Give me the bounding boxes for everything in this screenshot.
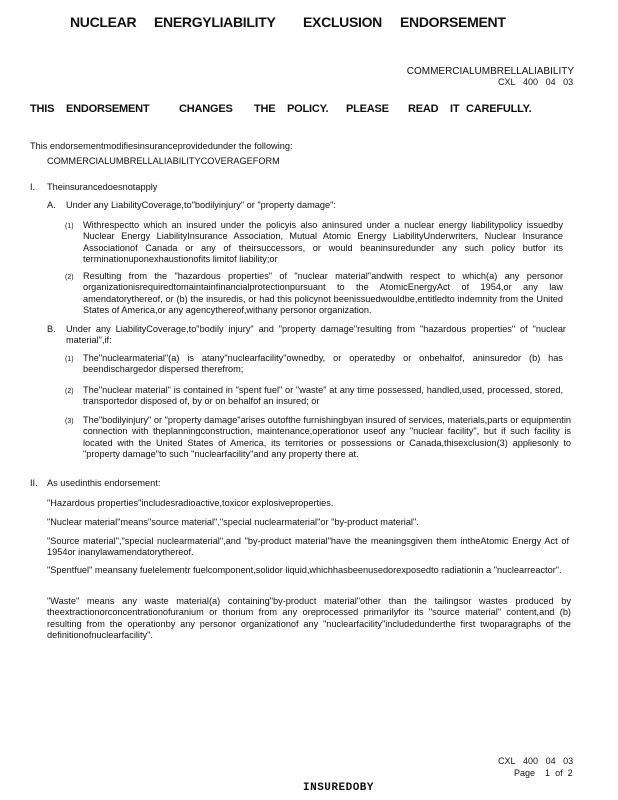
page-total: 2 bbox=[567, 768, 573, 778]
definition-nuclear-material: "Nuclear material"means"source material","special nuclearmaterial"or "by-product material". bbox=[47, 517, 419, 527]
section-1b-1-number: (1) bbox=[65, 356, 74, 363]
page-number: 1 bbox=[545, 768, 551, 778]
footer-month: 04 bbox=[545, 756, 556, 766]
section-2-text: As usedinthis endorsement: bbox=[47, 478, 161, 488]
page-label: Page bbox=[514, 768, 536, 778]
notice-word-5: POLICY. bbox=[287, 103, 329, 115]
definition-hazardous-properties: "Hazardous properties"includesradioactive,toxicor explosiveproperties. bbox=[47, 498, 334, 508]
section-1-text: Theinsurancedoesnotapply bbox=[47, 182, 158, 192]
notice-word-6: PLEASE bbox=[346, 103, 389, 115]
notice-word-7: READ bbox=[408, 103, 439, 115]
section-1b-1-text: The"nuclearmaterial"(a) is atany"nuclearfacility"ownedby, or operatedby or onbehalfof, aninsuredor (b) has beendischargedor dispersed therefrom; bbox=[83, 353, 563, 375]
section-1a-2-number: (2) bbox=[65, 274, 74, 281]
section-1-number: I. bbox=[30, 182, 36, 192]
footer-page-indicator bbox=[514, 768, 573, 778]
title-word-nuclear: NUCLEAR bbox=[70, 14, 137, 30]
notice-word-3: CHANGES bbox=[179, 103, 233, 115]
notice-word-8: IT bbox=[450, 103, 460, 115]
footer-year: 03 bbox=[563, 756, 574, 766]
section-2-number: II. bbox=[30, 478, 38, 488]
notice-word-9: CAREFULLY. bbox=[466, 103, 532, 115]
section-1b-text: Under any LiabilityCoverage,to"bodily injury" and "property damage"resulting from "hazardous properties" of "nuclear material",if: bbox=[66, 324, 566, 346]
form-header-title: COMMERCIALUMBRELLALIABILITY bbox=[406, 66, 574, 77]
section-1a-1-number: (1) bbox=[65, 223, 74, 230]
notice-word-2: ENDORSEMENT bbox=[66, 103, 150, 115]
title-word-endorsement: ENDORSEMENT bbox=[400, 14, 506, 30]
footer-number: 400 bbox=[523, 756, 539, 766]
title-word-exclusion: EXCLUSION bbox=[303, 14, 382, 30]
form-month: 04 bbox=[545, 77, 556, 87]
form-year: 03 bbox=[563, 77, 574, 87]
section-1a-2-text: Resulting from the "hazardous properties" of "nuclear material"andwith respect to which(a) any personor organizationisrequiredtomaintainfinancialprotectionpursuant to the AtomicEnergyAct of 1954,or any law amendatorythereof, or (b) the insuredis, or had this policynot beenissuedwouldbe,entitledto indemnity from the United States of America,or any agencythereof,withany personor organization. bbox=[83, 271, 563, 315]
notice-word-4: THE bbox=[254, 103, 276, 115]
form-number: 400 bbox=[523, 77, 539, 87]
section-1a-label: A. bbox=[47, 200, 56, 210]
definition-spent-fuel: "Spentfuel" meansany fuelelementr fuelcomponent,solidor liquid,whichhasbeenusedorexposedto radiationin a "nuclearreactor". bbox=[47, 565, 562, 575]
section-1b-3-text: The"bodilyinjury" or "property damage"arises outofthe furnishingbyan insured of services, materials,parts or equipmentin connection with theplanningconstruction, maintenance,operationor useof any "nuclear facility", but if such facility is located with the United States of America, its territories or possessions or Canada,thisexclusion(3) appliesonly to "property damage"to such "nuclearfacility"and any property there at. bbox=[83, 415, 571, 459]
section-1b-3-number: (3) bbox=[65, 418, 74, 425]
section-1b-label: B. bbox=[47, 324, 56, 334]
definition-source-material: "Source material","special nuclearmaterial",and "by-product material"have the meaningsgiven them intheAtomic Energy Act of 1954or inanylawamendatorythereof. bbox=[47, 536, 569, 558]
insured-copy-label: INSUREDOBY bbox=[303, 782, 375, 794]
footer-form-code bbox=[498, 756, 573, 766]
footer-code: CXL bbox=[498, 756, 516, 766]
section-1b-2-number: (2) bbox=[65, 388, 74, 395]
page-of: of bbox=[555, 768, 563, 778]
intro-text: This endorsementmodifiesinsuranceprovidedunder the following: bbox=[30, 141, 293, 151]
section-1b-2-text: The"nuclear material" is contained in "spent fuel" or "waste" at any time possessed, handled,used, processed, stored, transportedor disposed of, by or on behalfof an insured; or bbox=[83, 385, 563, 407]
definition-waste: "Waste" means any waste material(a) containing"by-product material"other than the tailingsor wastes produced by theextractionorconcentrationofuranium or thorium from any oreprocessed primarilyfor its "source material" content,and (b) resulting from the operationby any personor organizationof any "nuclearfacility"includedunderthe first twoparagraphs of the definitionofnuclearfacility". bbox=[47, 596, 571, 640]
coverage-form-name: COMMERCIALUMBRELLALIABILITYCOVERAGEFORM bbox=[47, 156, 280, 166]
section-1a-1-text: Withrespectto which an insured under the policyis also aninsured under a nuclear energy liabilitypolicy issuedby Nuclear Energy LiabilityInsurance Association, Mutual Atomic Energy LiabilityUnderwriters, Nuclear Insurance Associationof Canada or any of theirsuccessors, or would beaninsuredunder any such policy butfor its terminationuponexhaustionofits limitof liability;or bbox=[83, 220, 563, 264]
title-word-energy-liability: ENERGYLIABILITY bbox=[154, 14, 276, 30]
section-1a-text: Under any LiabilityCoverage,to"bodilyinjury" or "property damage": bbox=[66, 200, 336, 210]
notice-word-1: THIS bbox=[30, 103, 55, 115]
form-header-code bbox=[498, 77, 573, 87]
form-code: CXL bbox=[498, 77, 516, 87]
